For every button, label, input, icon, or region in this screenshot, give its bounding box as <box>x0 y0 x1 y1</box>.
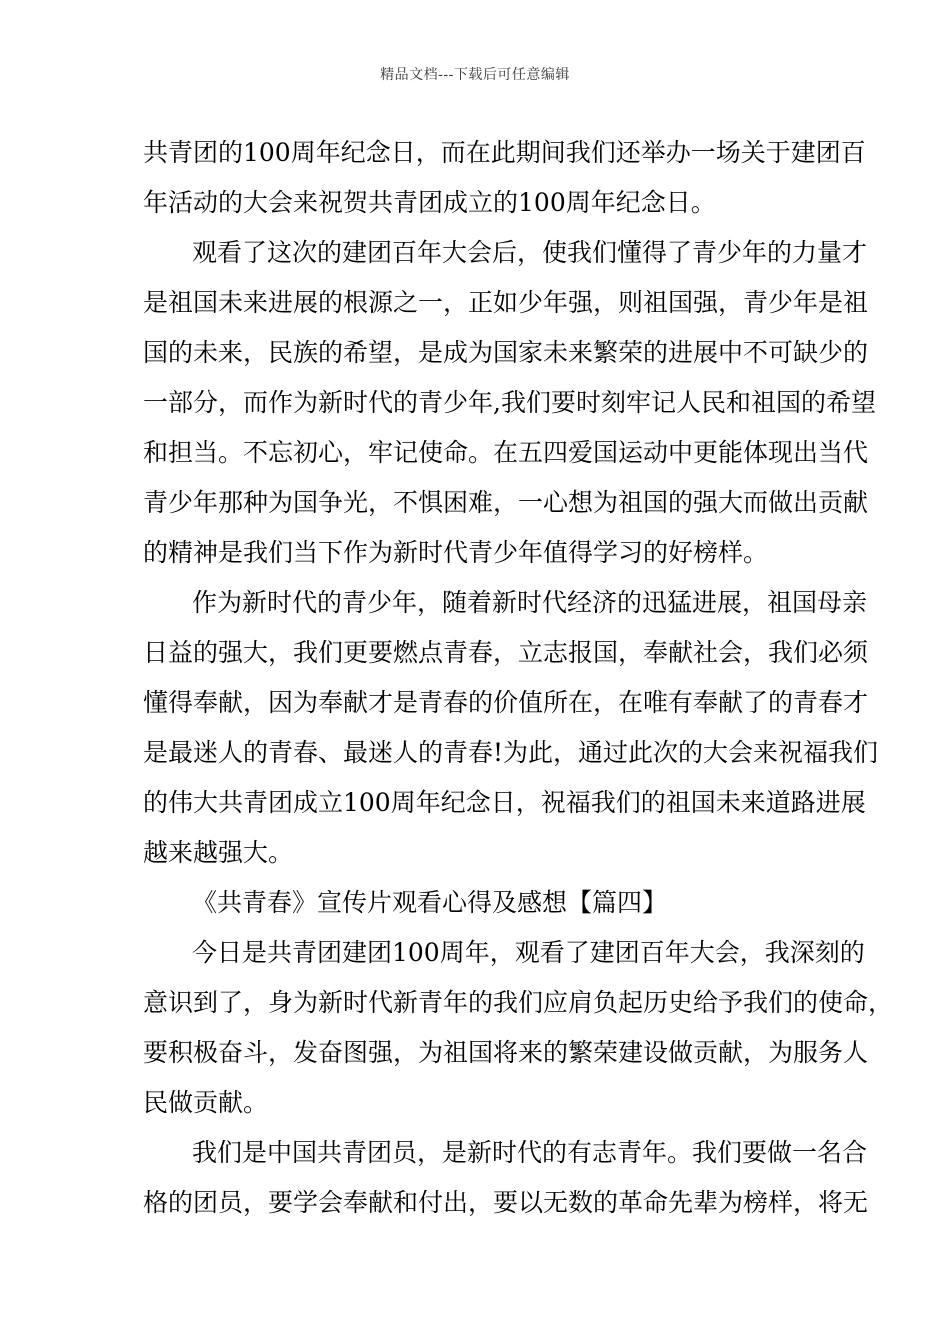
text-line: 国的未来，民族的希望，是成为国家未来繁荣的进展中不可缺少的 <box>143 338 869 367</box>
text-line: 年活动的大会来祝贺共青团成立的100周年纪念日。 <box>143 188 716 217</box>
text-line: 的伟大共青团成立100周年纪念日，祝福我们的祖国未来道路进展 <box>143 788 866 817</box>
document-body <box>143 128 894 1228</box>
text-line: 作为新时代的青少年，随着新时代经济的迅猛进展，祖国母亲 <box>192 588 868 617</box>
text-line: 一部分，而作为新时代的青少年,我们要时刻牢记人民和祖国的希望 <box>143 388 876 417</box>
text-line: 懂得奉献，因为奉献才是青春的价值所在，在唯有奉献了的青春才 <box>143 688 869 717</box>
text-line: 越来越强大。 <box>143 838 294 867</box>
text-line: 是祖国未来进展的根源之一，正如少年强，则祖国强，青少年是祖 <box>143 288 869 317</box>
text-line: 要积极奋斗，发奋图强，为祖国将来的繁荣建设做贡献，为服务人 <box>143 1038 869 1067</box>
text-line: 观看了这次的建团百年大会后，使我们懂得了青少年的力量才 <box>192 238 868 267</box>
page-header: 精品文档---下载后可任意编辑 <box>380 67 570 83</box>
text-line: 意识到了，身为新时代新青年的我们应肩负起历史给予我们的使命， <box>143 988 894 1017</box>
text-line: 今日是共青团建团100周年，观看了建团百年大会，我深刻的 <box>192 938 865 967</box>
text-line: 青少年那种为国争光，不惧困难，一心想为祖国的强大而做出贡献 <box>143 488 869 517</box>
section-heading: 《共青春》宣传片观看心得及感想【篇四】 <box>192 888 668 917</box>
text-line: 我们是中国共青团员，是新时代的有志青年。我们要做一名合 <box>192 1138 868 1167</box>
text-line: 格的团员，要学会奉献和付出，要以无数的革命先辈为榜样，将无 <box>143 1188 869 1217</box>
text-line: 日益的强大，我们更要燃点青春，立志报国，奉献社会，我们必须 <box>143 638 869 667</box>
text-line: 是最迷人的青春、最迷人的青春!为此，通过此次的大会来祝福我们 <box>143 738 879 767</box>
text-line: 和担当。不忘初心，牢记使命。在五四爱国运动中更能体现出当代 <box>143 438 869 467</box>
text-line: 的精神是我们当下作为新时代青少年值得学习的好榜样。 <box>143 538 769 567</box>
text-line: 共青团的100周年纪念日，而在此期间我们还举办一场关于建团百 <box>143 138 866 167</box>
text-line: 民做贡献。 <box>143 1088 269 1117</box>
